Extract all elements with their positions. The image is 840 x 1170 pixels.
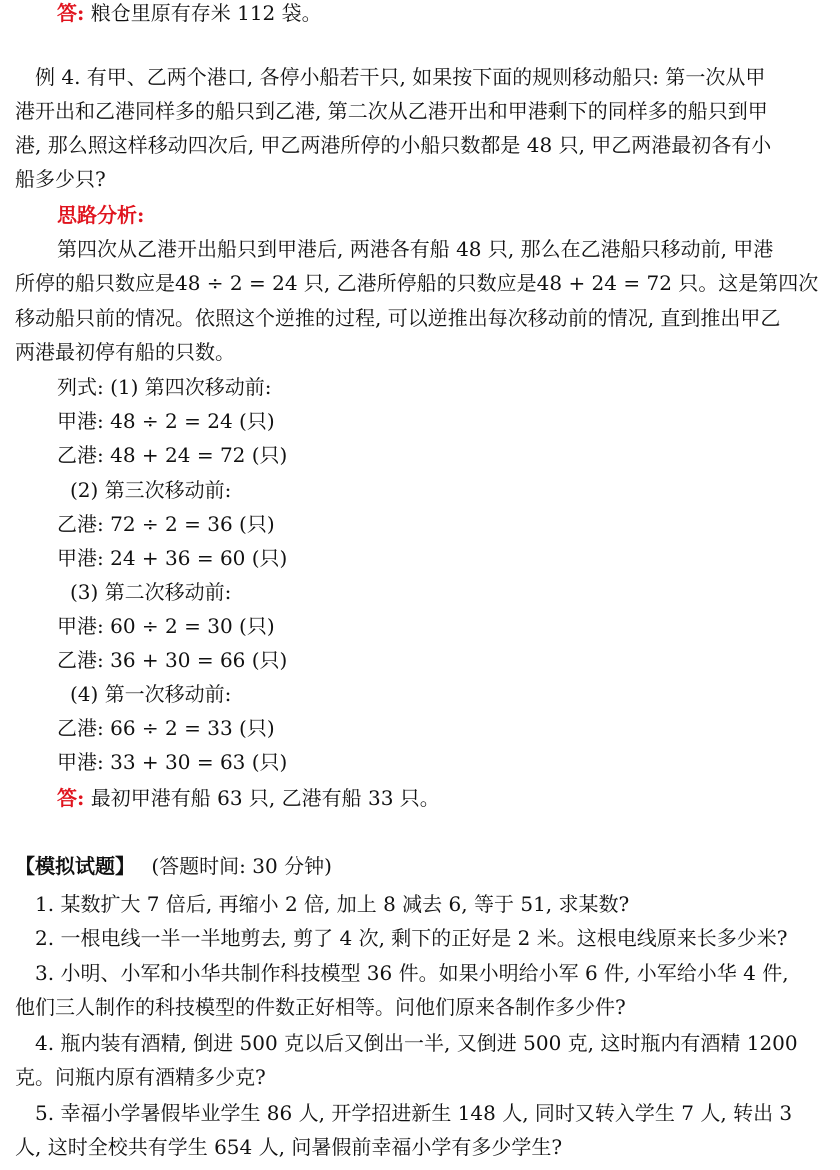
analysis-line: 所停的船只数应是48 ÷ 2 = 24 只, 乙港所停船的只数应是48 + 24 = 72 只。这是第四次 [15,271,819,295]
question-line: 1. 某数扩大 7 倍后, 再缩小 2 倍, 加上 8 减去 6, 等于 51, 求某数? [35,892,630,916]
step-line: 乙港: 66 ÷ 2 = 33 (只) [57,716,275,740]
example-line: 港, 那么照这样移动四次后, 甲乙两港所停的小船只数都是 48 只, 甲乙两港最初各有小 [15,133,772,157]
analysis-line: 移动船只前的情况。依照这个逆推的过程, 可以逆推出每次移动前的情况, 直到推出甲乙 [15,306,781,330]
step-line: (4) 第一次移动前: [70,682,232,706]
step-line: 甲港: 48 ÷ 2 = 24 (只) [57,409,275,433]
answer-label: 答: [57,786,85,810]
practice-header [15,853,332,879]
example-line: 船多少只? [15,167,106,191]
question-line: 2. 一根电线一半一半地剪去, 剪了 4 次, 剩下的正好是 2 米。这根电线原来长多少米? [35,926,788,950]
question-line: 5. 幸福小学暑假毕业学生 86 人, 开学招进新生 148 人, 同时又转入学生 7 人, 转出 3 [35,1101,793,1125]
example-line: 例 4. 有甲、乙两个港口, 各停小船若干只, 如果按下面的规则移动船只: 第一次从甲 [35,65,766,89]
question-line: 他们三人制作的科技模型的件数正好相等。问他们原来各制作多少件? [15,995,626,1019]
final-answer [57,785,440,811]
analysis-line: 第四次从乙港开出船只到甲港后, 两港各有船 48 只, 那么在乙港船只移动前, 甲港 [57,237,774,261]
answer-label: 答: [57,1,85,25]
answer-text: 最初甲港有船 63 只, 乙港有船 33 只。 [90,786,440,810]
step-line: (2) 第三次移动前: [70,478,232,502]
step-line: 乙港: 36 + 30 = 66 (只) [57,648,288,672]
step-line: 乙港: 72 ÷ 2 = 36 (只) [57,512,275,536]
step-line: (3) 第二次移动前: [70,580,232,604]
analysis-heading: 思路分析: [57,203,145,227]
example-line: 港开出和乙港同样多的船只到乙港, 第二次从乙港开出和甲港剩下的同样多的船只到甲 [15,99,768,123]
step-line: 列式: (1) 第四次移动前: [57,375,272,399]
top-answer [57,0,322,26]
step-line: 甲港: 60 ÷ 2 = 30 (只) [57,614,275,638]
analysis-line: 两港最初停有船的只数。 [15,340,235,364]
question-line: 人, 这时全校共有学生 654 人, 问暑假前幸福小学有多少学生? [15,1135,563,1159]
step-line: 甲港: 33 + 30 = 63 (只) [57,750,288,774]
step-line: 乙港: 48 + 24 = 72 (只) [57,443,288,467]
practice-title: 【模拟试题】 [15,854,135,878]
step-line: 甲港: 24 + 36 = 60 (只) [57,546,288,570]
question-line: 4. 瓶内装有酒精, 倒进 500 克以后又倒出一半, 又倒进 500 克, 这时瓶内有酒精 1200 [35,1031,798,1055]
practice-subtitle: (答题时间: 30 分钟) [151,854,332,878]
question-line: 3. 小明、小军和小华共制作科技模型 36 件。如果小明给小军 6 件, 小军给小华 4 件, [35,961,789,985]
answer-text: 粮仓里原有存米 112 袋。 [90,1,322,25]
question-line: 克。问瓶内原有酒精多少克? [15,1065,266,1089]
